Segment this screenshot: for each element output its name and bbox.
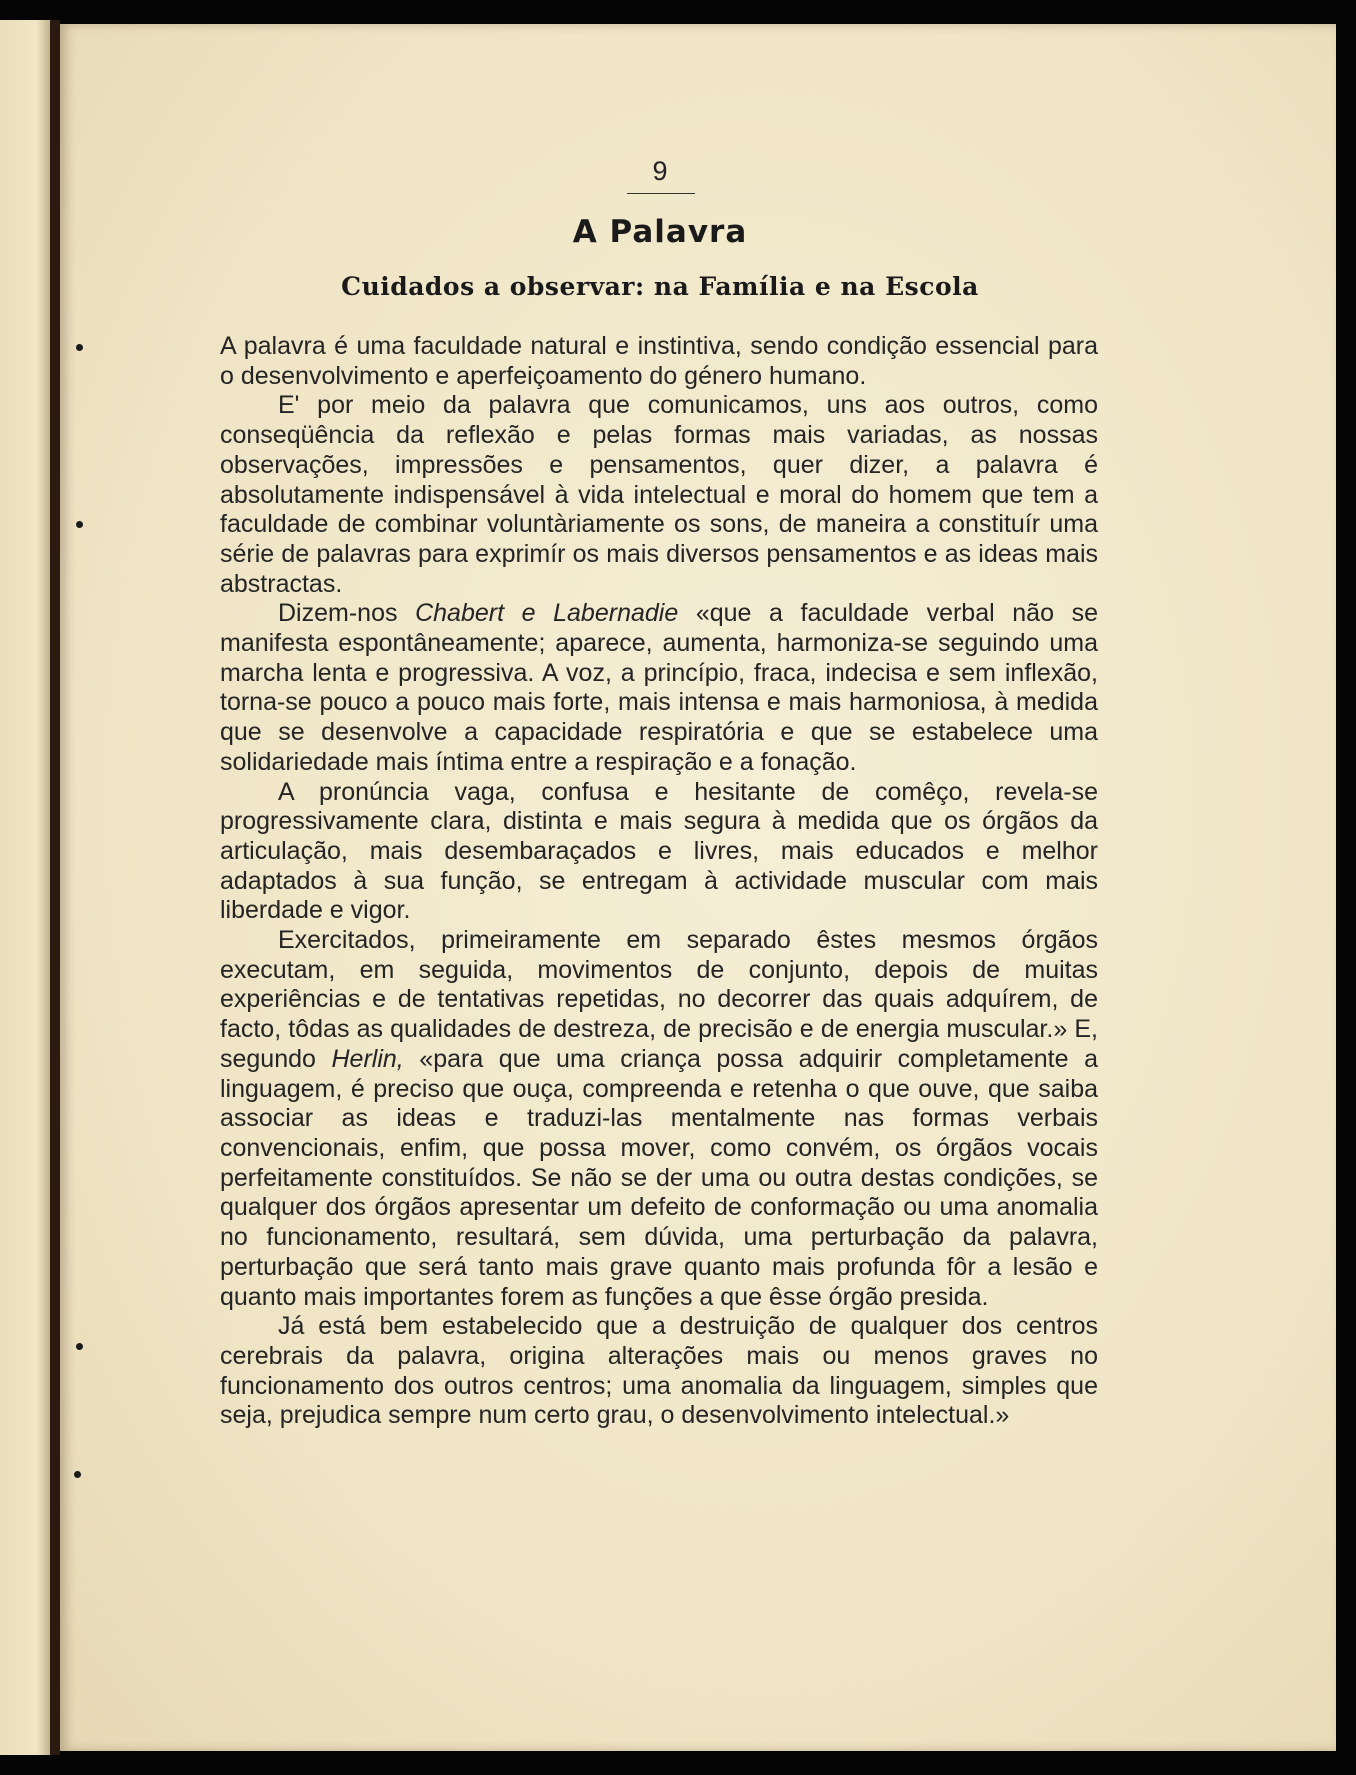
- paragraph-text: A palavra é uma faculdade natural e instintiva, sendo condição essencial para o desenvolvimento e aperfeiçoamento do género humano.: [220, 332, 1098, 390]
- paragraph-text: «que a faculdade verbal não se manifesta espontâneamente; aparece, aumenta, harmoniza-se seguindo uma marcha lenta e progressiva. A voz, a princípio, fraca, indecisa e sem inflexão, torna-se pouco a pouco mais forte, mais intensa e mais harmoniosa, à medida que se desenvolve a capacidade respiratória e que se estabelece uma solidariedade mais íntima entre a respiração e a fonação.: [220, 599, 1098, 776]
- page-number-rule: [627, 193, 695, 194]
- binding-hole: [76, 521, 83, 528]
- chapter-subtitle: Cuidados a observar: na Família e na Escola: [341, 272, 979, 301]
- cited-author: Herlin,: [331, 1044, 404, 1073]
- binding-hole: [76, 1343, 83, 1350]
- book-gutter: [50, 20, 60, 1755]
- binding-hole: [74, 1471, 81, 1478]
- paragraph-text: Já está bem estabelecido que a destruição de qualquer dos centros cerebrais da palavra, origina alterações mais ou menos graves no funcionamento dos outros centros; uma anomalia da linguagem, simples que seja, prejudica sempre num certo grau, o desenvolvimento intelectual.»: [220, 1312, 1098, 1430]
- paragraph-text: Exercitados, primeiramente em separado êstes mesmos órgãos executam, em seguida, movimentos de conjunto, depois de muitas experiências e de tentativas repetidas, no decorrer das quais adquírem, de facto, tôdas as qualidades de destreza, de precisão e de energia muscular.» E, segundo: [220, 926, 1098, 1073]
- page-number: 9: [652, 156, 668, 186]
- body-text: [220, 332, 1098, 1431]
- paragraph-text: «para que uma criança possa adquirir completamente a linguagem, é preciso que ouça, compreenda e retenha o que ouve, que saiba associar as ideas e traduzi-las mentalmente nas formas verbais convencionais, enfim, que possa mover, como convém, os órgãos vocais perfeitamente constituídos. Se não se der uma ou outra destas condições, se qualquer dos órgãos apresentar um defeito de conformação ou uma anomalia no funcionamento, resultará, sem dúvida, uma perturbação da palavra, perturbação que será tanto mais grave quanto mais profunda fôr a lesão e quanto mais importantes forem as funções a que êsse órgão presida.: [220, 1044, 1098, 1311]
- cited-author: Chabert e Labernadie: [415, 599, 679, 628]
- paragraph-text: Dizem-nos: [278, 599, 416, 628]
- paragraph: [220, 391, 1098, 599]
- paragraph: [220, 332, 1098, 391]
- binding-hole: [76, 344, 83, 351]
- paragraph-text: E' por meio da palavra que comunicamos, uns aos outros, como conseqüência da reflexão e pelas formas mais variadas, as nossas observações, impressões e pensamentos, quer dizer, a palavra é absolutamente indispensável à vida intelectual e moral do homem que tem a faculdade de combinar voluntàriamente os sons, de maneira a constituír uma série de palavras para exprimír os mais diversos pensamentos e as ideas mais abstractas.: [220, 391, 1098, 598]
- paragraph-text: A pronúncia vaga, confusa e hesitante de comêço, revela-se progressivamente clara, distinta e mais segura à medida que os órgãos da articulação, mais desembaraçados e livres, mais educados e melhor adaptados à sua função, se entregam à actividade muscular com mais liberdade e vigor.: [220, 777, 1098, 925]
- previous-page-edge: [0, 20, 52, 1755]
- paragraph: [220, 778, 1098, 927]
- paragraph: [220, 1312, 1098, 1431]
- paragraph: [220, 599, 1098, 777]
- chapter-title: A Palavra: [572, 214, 748, 250]
- paragraph: [220, 926, 1098, 1312]
